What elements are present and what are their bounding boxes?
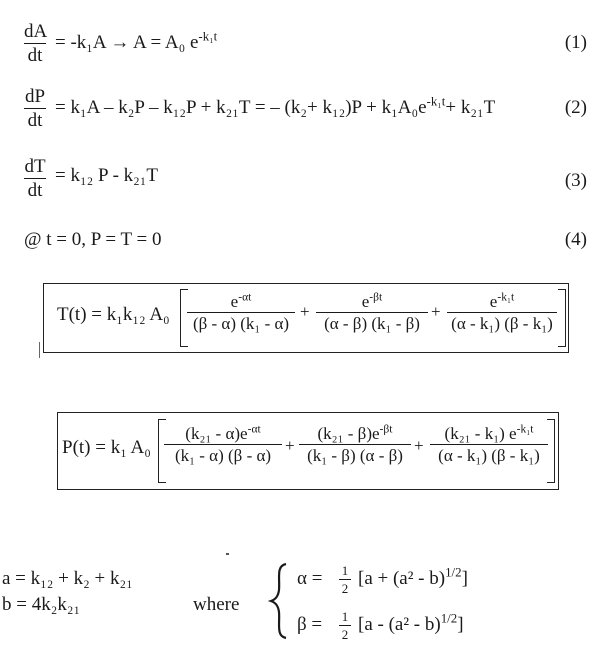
p-solution-lhs: P(t) = k₁ A₀	[62, 437, 151, 458]
eq3-rhs: = k₁₂ P - k₂₁T	[55, 165, 159, 186]
eq1-number: (1)	[564, 32, 587, 53]
eq2-rhs: = k₁A – k₂P – k₁₂P + k₂₁T = – $(k_2+ k_{12})P + k_1A_0e^{-k_1t}+ k_{21}T$	[55, 93, 496, 118]
t-solution-lhs: T(t) = k₁k₁₂ A₀	[57, 304, 170, 325]
eq2-num: dP	[24, 86, 46, 107]
eq3-num: dT	[24, 156, 46, 177]
p-term1: $(k_{21} - \alpha)e^{-\alpha t}$ (k₁ - α) (β - α)	[164, 425, 282, 464]
alpha-half: 1 2	[339, 564, 351, 595]
p-term3: (k₂₁ - k₁) $e^{-k_1t}$ (α - k₁) (β - k₁)	[430, 425, 548, 464]
eq3-den: dt	[27, 180, 43, 201]
p-plus-1: +	[285, 436, 295, 455]
beta-rhs: [a - (a² - b)$^{1/2}$]	[358, 610, 464, 635]
eq1-exp: -k₁t	[198, 28, 218, 44]
alpha-rhs: [a + (a² - b)$^{1/2}$]	[358, 564, 468, 589]
beta-lhs: β =	[297, 614, 323, 635]
curly-brace-icon	[268, 562, 290, 640]
eq2-number: (2)	[564, 97, 587, 118]
eq4-condition: @ t = 0, P = T = 0	[24, 229, 162, 250]
alpha-lhs: α =	[297, 568, 323, 589]
where-label: where	[193, 594, 240, 615]
eq3-number: (3)	[564, 170, 587, 191]
t-term1: $e^{-\alpha t}$ (β - α) (k₁ - α)	[187, 293, 295, 332]
p-term2: $(k_{21} - \beta)e^{-\beta t}$ (k₁ - β) (α - β)	[299, 425, 411, 464]
eq2-exp: -k₁t	[426, 93, 446, 109]
eq1-num: dA	[24, 21, 48, 42]
t-plus-2: +	[431, 302, 441, 321]
t-term3: $e^{-k_1t}$ (α - k₁) (β - k₁)	[447, 293, 557, 332]
eq2-derivative	[24, 87, 46, 130]
beta-half: 1 2	[339, 610, 351, 641]
t-solution-margin-line	[39, 342, 40, 358]
eq1-den: dt	[27, 45, 43, 66]
p-solution-close-bracket	[547, 419, 555, 483]
definition-a: a = k₁₂ + k₂ + k₂₁	[2, 568, 133, 589]
t-plus-1: +	[300, 302, 310, 321]
eq2-den: dt	[27, 110, 43, 131]
stray-dot	[226, 553, 229, 555]
eq3-derivative	[24, 157, 46, 200]
eq1-derivative	[24, 22, 46, 65]
eq4-number: (4)	[564, 229, 587, 250]
t-solution-close-bracket	[558, 289, 566, 347]
definition-b: b = 4k₂k₂₁	[2, 594, 81, 615]
t-term2: $e^{-\beta t}$ (α - β) (k₁ - β)	[316, 293, 428, 332]
eq1-rhs: = -k₁A → A = A₀ $e^{-k_1t}$	[55, 28, 218, 53]
p-plus-2: +	[414, 436, 424, 455]
